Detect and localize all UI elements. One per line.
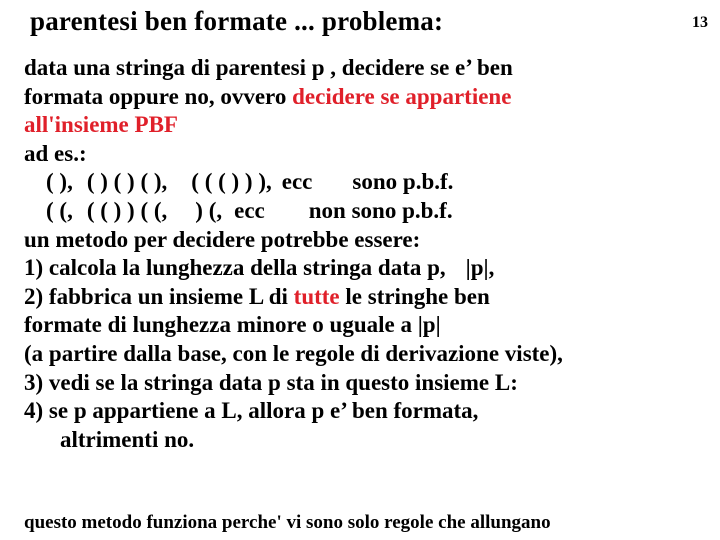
highlight-tutte: tutte [293,283,340,309]
step-1-text: 1) calcola la lunghezza della stringa data p, [24,255,446,281]
example-2: ( ) ( ) ( ), [86,169,168,195]
slide-body [24,54,714,454]
examples-not-well-formed [24,197,714,226]
text-line-1: data una stringa di parentesi p , decidere se e’ ben [24,55,513,80]
step-2 [24,283,714,312]
page-number: 13 [692,14,708,31]
slide-title: parentesi ben formate ... problema: [30,6,444,36]
text-line-examples: ad es.: [24,140,87,166]
text-line-2-start: formata oppure no, ovvero [24,83,293,109]
counter-example-ecc: ecc [234,197,265,223]
counter-example-2: ( ( ) ) ( (, [86,197,168,223]
step-1-length: |p|, [465,255,495,281]
highlight-pbf: all'insieme PBF [24,112,178,138]
example-3: ( ( ( ) ) ), [191,169,272,195]
step-2-text-end: le stringhe ben [339,283,490,309]
step-1 [24,254,714,283]
counter-example-verdict: non sono p.b.f. [308,197,453,223]
example-1: ( ), [46,169,73,195]
counter-example-3: ) (, [195,197,223,223]
step-4-cont: altrimenti no. [60,426,195,452]
footer-note: questo metodo funziona perche' vi sono solo regole che allungano [24,512,551,533]
example-verdict: sono p.b.f. [352,169,454,195]
step-2-cont: formate di lunghezza minore o uguale a |p| [24,312,441,338]
examples-well-formed [24,168,714,197]
text-line-2 [24,83,714,112]
text-line-method: un metodo per decidere potrebbe essere: [24,226,421,252]
example-ecc: ecc [281,169,313,195]
step-4: 4) se p appartiene a L, allora p e’ ben formata, [24,398,479,424]
step-3: 3) vedi se la stringa data p sta in questo insieme L: [24,369,518,395]
counter-example-1: ( (, [46,197,73,223]
highlight-decidere: decidere se appartiene [292,83,512,109]
step-2-note: (a partire dalla base, con le regole di derivazione viste), [24,340,563,366]
step-2-text: 2) fabbrica un insieme L di [24,283,294,309]
